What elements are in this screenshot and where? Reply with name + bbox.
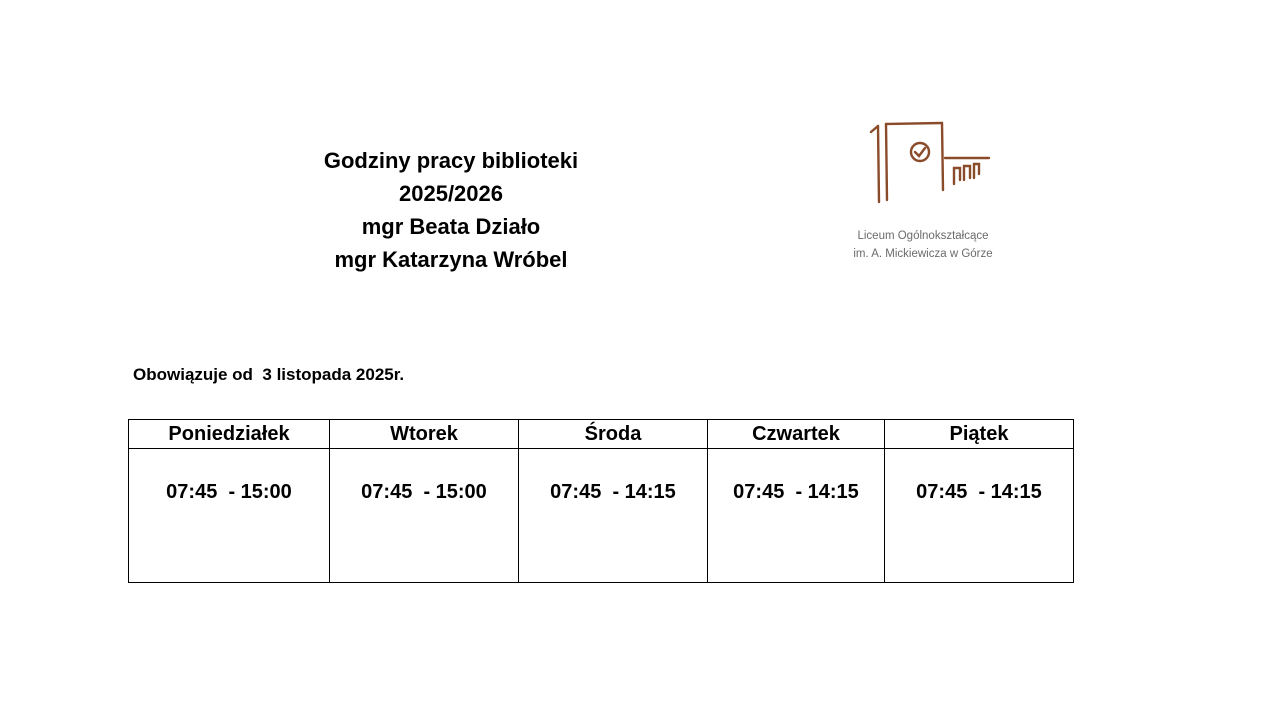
school-name-line: Liceum Ogólnokształcące: [857, 230, 989, 242]
hours-cell-monday: [129, 449, 330, 583]
day-header-wednesday: Środa: [519, 420, 708, 449]
hours-cell-friday: [885, 449, 1074, 583]
hours-tuesday: 07:45 - 15:00: [361, 481, 487, 503]
librarian-name: mgr Katarzyna Wróbel: [334, 247, 568, 272]
hours-friday: 07:45 - 14:15: [916, 481, 1042, 503]
hours-thursday: 07:45 - 14:15: [733, 481, 859, 503]
hours-cell-wednesday: [519, 449, 708, 583]
day-header-tuesday: Wtorek: [330, 420, 519, 449]
day-header-friday: Piątek: [885, 420, 1074, 449]
opening-hours-table: [128, 419, 1074, 583]
day-header-monday: Poniedziałek: [129, 420, 330, 449]
school-year: 2025/2026: [399, 181, 503, 206]
day-header-thursday: Czwartek: [708, 420, 885, 449]
page-title: [251, 144, 651, 276]
hours-cell-tuesday: [330, 449, 519, 583]
hours-wednesday: 07:45 - 14:15: [550, 481, 676, 503]
table-header-row: [129, 420, 1074, 449]
valid-from-notice: Obowiązuje od 3 listopada 2025r.: [133, 365, 405, 384]
table-row: [129, 449, 1074, 583]
school-name: [840, 227, 1006, 263]
title-line: Godziny pracy biblioteki: [323, 148, 579, 173]
school-logo: [840, 112, 1006, 272]
hours-cell-thursday: [708, 449, 885, 583]
librarian-name: mgr Beata Działo: [361, 214, 541, 239]
hours-monday: 07:45 - 15:00: [166, 481, 292, 503]
school-name-line: im. A. Mickiewicza w Górze: [853, 248, 993, 260]
school-building-logo-icon: [848, 112, 998, 212]
